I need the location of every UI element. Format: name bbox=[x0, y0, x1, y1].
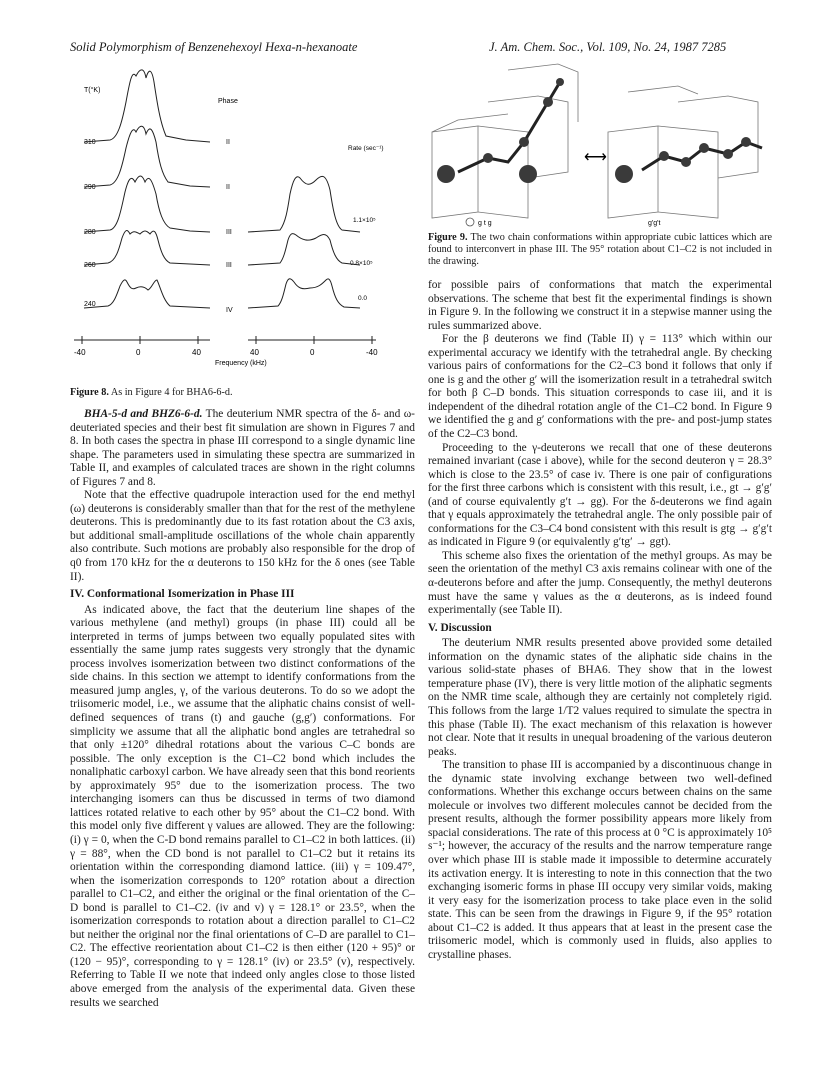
simulated-trace-240 bbox=[248, 279, 360, 308]
paragraph: As indicated above, the fact that the deuterium line shapes of the various methylene (and methyl) groups (in phase III) could all be interpreted in terms of jumps between two equally populated sites with essentially the same jump rates suggests very strongly that the dynamic process involves isomerization between two distinct conformations of the side chains. In this section we attempt to identify conformations from the measured jump angles, γ, of the various deuterons. To do so we adopt the triisomeric model, i.e., we assume that the aliphatic chains consist of well-defined sequences of trans (t) and gauche (g,g′) conformations. For simplicity we assume that all the aliphatic bond angles are tetrahedral so that only ±120° dihedral rotations about the various C–C bonds are possible. The only exception is the C1–C2 bond which includes the nonaliphatic carboxyl carbon. We have already seen that this bond reorients by approximately 95° due to the isomerization process. The two interchanging isomers can thus be discussed in terms of two diamond lattices rotated relative to each other by 95° about the C1–C2 bond. With this model only five different γ values are allowed. They are the following: (i) γ = 0, when the C-D bond remains parallel to C1–C2 in both lattices. (ii) γ = 88°, when the CD bond is not parallel to C1–C2 but it retains its orientation within the corresponding diamond lattice. (iii) γ = 109.47°, when the isomerization corresponds to 120° rotation about a direction parallel to C1–C2, and either the original or the final orientation of the C–D bond is parallel to C1–C2. (iv and v) γ = 128.1° or 23.5°, when the isomerization corresponds to rotation about a direction parallel to C1–C2 but neither the original nor the final orientations of C–D are parallel to C1–C2. The effective reorientation about C1–C2 is then either (120 + 95)° or (120 − 95)°, corresponding to γ = 128.1° (iv) or 23.5° (v), respectively. Referring to Table II we note that indeed only angles close to those listed above emerged from the analysis of the experimental data. Given these results we searched bbox=[70, 603, 415, 1009]
phase-label: III bbox=[226, 262, 232, 269]
paragraph: for possible pairs of conformations that match the experimental observations. The scheme that best fit the experimental findings is shown in Figure 9. In the following we construct it in a stepwise manner using the rules summarized above. bbox=[428, 279, 772, 332]
x-tick-label: 40 bbox=[250, 348, 259, 357]
conformation-label-right: g'g't bbox=[648, 220, 661, 227]
rate-label: 0.0 bbox=[358, 295, 368, 302]
atom bbox=[519, 137, 529, 147]
simulated-trace-260 bbox=[248, 234, 360, 265]
simulated-trace-280 bbox=[248, 176, 360, 232]
phase-label: III bbox=[226, 229, 232, 236]
x-tick-label: -40 bbox=[74, 348, 86, 357]
atom bbox=[437, 165, 455, 183]
figure-8-caption-label: Figure 8. bbox=[70, 387, 109, 398]
phase-column-label: Phase bbox=[218, 98, 238, 105]
phase-label: II bbox=[226, 139, 230, 146]
figure-9-caption bbox=[428, 232, 772, 269]
figure-9-lattices bbox=[428, 62, 772, 230]
atom bbox=[615, 165, 633, 183]
temp-label: 280 bbox=[84, 229, 96, 236]
figure-8-spectra bbox=[70, 62, 415, 384]
spectrum-trace-280 bbox=[84, 176, 210, 232]
rate-column-label: Rate (sec⁻¹) bbox=[348, 145, 384, 152]
figure-9-caption-label: Figure 9. bbox=[428, 232, 468, 243]
conformation-label-left: g t g bbox=[478, 220, 492, 227]
atom bbox=[741, 137, 751, 147]
interconvert-arrow-icon: ⟷ bbox=[584, 149, 607, 166]
atom bbox=[723, 149, 733, 159]
temp-label: 260 bbox=[84, 262, 96, 269]
spectrum-trace-290 bbox=[84, 126, 210, 187]
temperature-axis-label: T(°K) bbox=[84, 87, 101, 94]
phase-label: II bbox=[226, 184, 230, 191]
x-tick-label: -40 bbox=[366, 348, 378, 357]
atom bbox=[483, 153, 493, 163]
paragraph: Note that the effective quadrupole interaction used for the end methyl (ω) deuterons is considerably smaller than that for the rest of the methylene deuterons. This is predominantly due to its fast rotation about the C3 axis, but additional small-amplitude oscillations of the whole chain apparently also contribute. Such motions are probably also responsible for the drop of q0 from 170 kHz for the α deuterons to 150 kHz for the δ ones (see Table II). bbox=[70, 489, 415, 583]
section-heading: IV. Conformational Isomerization in Phase III bbox=[70, 588, 295, 601]
paragraph-text: The deuterium NMR spectra of the δ- and ω-deuteriated species and their best fit simulation are shown in Figures 7 and 8. In both cases the spectra in phase III correspond to a single dynamic line shape. The parameters used in simulating these spectra are summarized in Table II, and examples of calculated traces are shown in the right columns of Figures 7 and 8. bbox=[70, 408, 415, 488]
rate-label: 1.1×10⁵ bbox=[353, 217, 376, 224]
x-tick-label: 40 bbox=[192, 348, 201, 357]
paragraph bbox=[70, 408, 415, 489]
rate-label: 0.8×10⁵ bbox=[350, 260, 373, 267]
atom bbox=[543, 97, 553, 107]
paragraph: The deuterium NMR results presented above provided some detailed information on the dynamic states of the aliphatic side chains in the various solid-state phases of BHA6. They show that in the lowest temperature phase (IV), there is very little motion of the aliphatic segments on the NMR time scale, although they are certainly not completely rigid. This follows from the large 1/T2 values required to simulate the spectra in this phase (Table II). The exact mechanism of this relaxation is however not clear. Note that it results in unequal broadening of the various deuteron peaks. bbox=[428, 637, 772, 758]
atom bbox=[659, 151, 669, 161]
paragraph: For the β deuterons we find (Table II) γ = 113° which within our experimental accuracy we identify with the tetrahedral angle. By checking various pairs of conformations for the C2–C3 bond it follows that only if one is g and the other g′ will the isomerization result in a tetrahedral switch for both β C–D bonds. This situation corresponds to case iii, and it is independent of the dihedral rotation angle of the C1–C2 bond. In Figure 9 we identified the g and g′ conformations with the pre- and post-jump states of the C2–C3 bond. bbox=[428, 333, 772, 441]
running-header-title: Solid Polymorphism of Benzenehexoyl Hexa-n-hexanoate bbox=[70, 40, 358, 54]
atom bbox=[556, 78, 564, 86]
paragraph-lead-heading: BHA-5-d and BHZ6-6-d. bbox=[84, 408, 203, 420]
paragraph: This scheme also fixes the orientation of the methyl groups. As may be seen the orientation of the methyl C3 axis remains colinear with one of the α-deuterons before and after the jump. Consequently, the methyl deuterons must have the same γ values as the α deuterons, as is indeed found experimentally (see Table II). bbox=[428, 549, 772, 617]
spectrum-trace-260 bbox=[84, 231, 210, 265]
atom bbox=[699, 143, 709, 153]
running-header-journal: J. Am. Chem. Soc., Vol. 109, No. 24, 1987 7285 bbox=[489, 40, 727, 54]
section-heading: V. Discussion bbox=[428, 621, 492, 634]
x-axis-label: Frequency (kHz) bbox=[215, 360, 267, 367]
phase-label: IV bbox=[226, 307, 233, 314]
spectrum-trace-240 bbox=[84, 280, 210, 308]
atom bbox=[681, 157, 691, 167]
figure-9-caption-text: The two chain conformations within appropriate cubic lattices which are found to interconvert in phase III. The 95° rotation about C1–C2 is not included in the drawing. bbox=[428, 232, 772, 268]
x-tick-label: 0 bbox=[136, 348, 141, 357]
atom bbox=[519, 165, 537, 183]
temp-label: 290 bbox=[84, 184, 96, 191]
x-tick-label: 0 bbox=[310, 348, 315, 357]
right-column bbox=[428, 279, 772, 962]
temp-label: 310 bbox=[84, 139, 96, 146]
paragraph: Proceeding to the γ-deuterons we recall that one of these deuterons remained invariant (case i above), while for the second deuteron γ = 28.3° which is close to the 23.5° of case iv. There is one pair of configurations for the first three carbons which is consistent with this result, i.e., gt → g′g′ (and of course equivalently g′t → gg). For the δ-deuterons we find again that γ equals approximately the tetrahedral angle. The only possible pair of conformations for the C3–C4 bond consistent with this result is gtg → g′g′t as indicated in Figure 9 (or equivalently g′tg′ → ggt). bbox=[428, 441, 772, 549]
temp-label: 240 bbox=[84, 301, 96, 308]
left-column bbox=[70, 408, 415, 1010]
paragraph: The transition to phase III is accompanied by a discontinuous change in the dynamic state involving exchange between two well-defined conformations. Whether this exchange occurs between chains on the same molecule or involves two different molecules cannot be decided from the present results, although the former possibility appears more likely from spacial considerations. The rate of this process at 0 °C is approximately 10⁵ s⁻¹; however, the accuracy of the results and the narrow temperature range over which phase III is stable made it impossible to determine accurately its activation energy. It is interesting to note in this connection that the two exchanging isomeric forms in phase III occupy very similar voids, making it very easy for the isomerization process to take place even in the solid state. This can be seen from the drawings in Figure 9, if the 95° rotation about C1–C2 is added. It thus appears that at least in the present case the triisomeric model, which is commonly used in fluids, also applies to crystalline phases. bbox=[428, 759, 772, 961]
figure-8-caption-text: As in Figure 4 for BHA6-6-d. bbox=[110, 387, 233, 398]
figure-8-caption bbox=[70, 387, 415, 399]
